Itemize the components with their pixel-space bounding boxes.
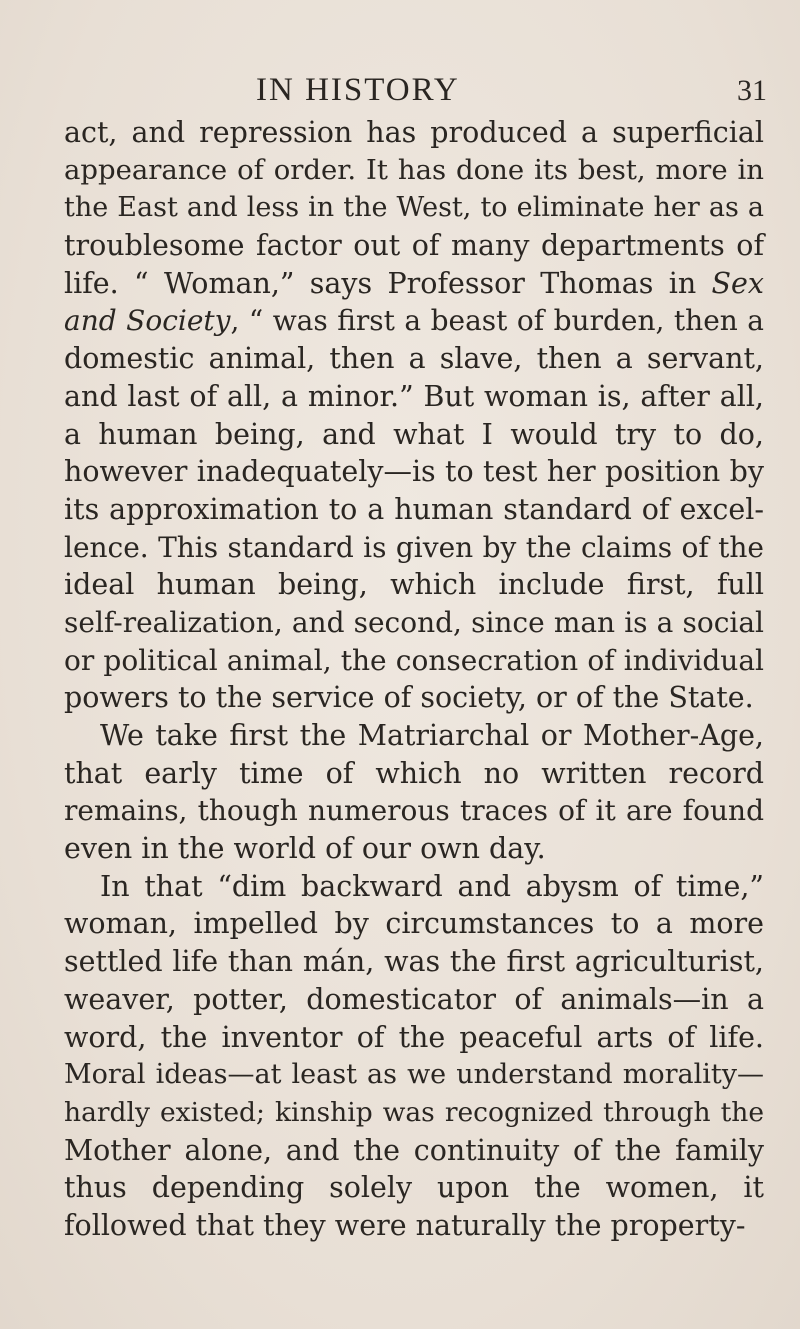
text-line: the East and less in the West, to eliminate her as a [64,192,764,224]
text-line: self-realization, and second, since man is a social [64,605,764,639]
text-line: followed that they were naturally the property- [64,1208,746,1242]
text-line: its approximation to a human standard of excel- [64,492,764,526]
text-line: a human being, and what I would try to do, [64,417,764,451]
text-line: Mother alone, and the continuity of the family [64,1133,764,1167]
text-line: and Society, “ was first a beast of burden, then a [64,304,764,338]
text-line: remains, though numerous traces of it are found [64,794,764,828]
text-line: settled life than mán, was the first agriculturist, [64,945,764,979]
page-number: 31 [737,74,767,107]
text-line: domestic animal, then a slave, then a servant, [64,342,764,376]
body-text [64,114,764,1245]
text-line: lence. This standard is given by the claims of the [64,530,764,564]
text-line: hardly existed; kinship was recognized through the [64,1096,764,1128]
running-head: IN HISTORY [256,72,460,108]
page-header [0,72,800,112]
text-line: Moral ideas—at least as we understand morality— [64,1059,764,1091]
text-line: woman, impelled by circumstances to a more [64,907,764,941]
text-line: weaver, potter, domesticator of animals—in a [64,982,764,1016]
text-line: life. “ Woman,” says Professor Thomas in Sex [64,266,764,300]
text-line: We take first the Matriarchal or Mother-Age, [100,719,764,752]
text-line: even in the world of our own day. [64,832,546,866]
text-line: word, the inventor of the peaceful arts of life. [64,1020,764,1054]
text-line: troublesome factor out of many departments of [64,229,764,263]
text-line: appearance of order. It has done its best, more in [64,153,764,186]
text-line: thus depending solely upon the women, it [64,1171,764,1205]
text-line: ideal human being, which include first, full [64,568,764,602]
text-line: In that “dim backward and abysm of time,” [100,869,764,903]
text-line: or political animal, the consecration of individual [64,643,764,677]
text-line: act, and repression has produced a superficial [64,116,764,149]
text-line: that early time of which no written record [64,756,764,790]
text-line: however inadequately—is to test her position by [64,455,764,489]
text-line: and last of all, a minor.” But woman is, after all, [64,379,764,413]
text-line: powers to the service of society, or of the State. [64,681,754,715]
